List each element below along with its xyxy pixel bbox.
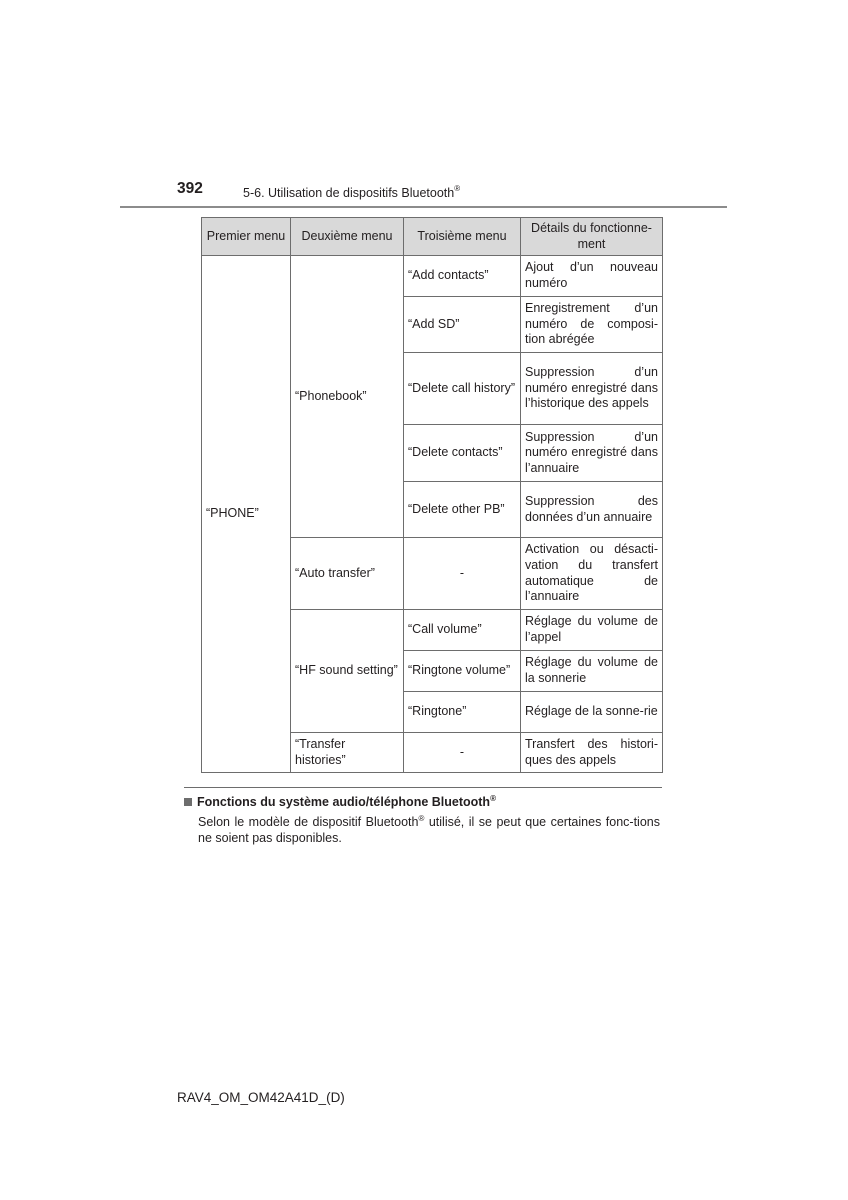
registered-mark: ®	[454, 184, 461, 193]
note-heading	[184, 794, 496, 809]
details-cell: Suppression d’un numéro enregistré dans l’annuaire	[521, 425, 663, 482]
third-menu-cell: “Ringtone”	[404, 692, 521, 733]
second-menu-cell: “HF sound setting”	[291, 610, 404, 733]
details-cell: Suppression d’un numéro enregistré dans l’historique des appels	[521, 353, 663, 425]
third-menu-cell: “Add contacts”	[404, 256, 521, 297]
second-menu-cell: “Phonebook”	[291, 256, 404, 538]
table-header-row	[202, 218, 663, 256]
page-number: 392	[177, 180, 203, 197]
details-cell: Réglage de la sonne-rie	[521, 692, 663, 733]
first-menu-cell: “PHONE”	[202, 256, 291, 773]
third-menu-cell: “Delete contacts”	[404, 425, 521, 482]
header-second-menu: Deuxième menu	[291, 218, 404, 256]
third-menu-cell: -	[404, 538, 521, 610]
registered-mark: ®	[490, 794, 496, 803]
details-cell: Transfert des histori-ques des appels	[521, 733, 663, 773]
note-body-text: Selon le modèle de dispositif Bluetooth	[198, 815, 419, 830]
details-cell: Activation ou désacti-vation du transfert automatique de l’annuaire	[521, 538, 663, 610]
registered-mark: ®	[418, 814, 425, 823]
note-heading-text: Fonctions du système audio/téléphone Bluetooth	[197, 795, 491, 810]
header-first-menu: Premier menu	[202, 218, 291, 256]
section-title-text: 5-6. Utilisation de dispositifs Bluetooth	[243, 186, 455, 201]
note-rule	[184, 787, 662, 788]
details-cell: Réglage du volume de la sonnerie	[521, 651, 663, 692]
second-menu-cell: “Transfer histories”	[291, 733, 404, 773]
details-cell: Enregistrement d’un numéro de composi-tion abrégée	[521, 297, 663, 353]
note-body-text-end: utilisé, il se peut que certaines fonc-tions ne soient pas disponibles.	[198, 815, 660, 846]
header-third-menu: Troisième menu	[404, 218, 521, 256]
document-code: RAV4_OM_OM42A41D_(D)	[177, 1090, 345, 1105]
details-cell: Suppression des données d’un annuaire	[521, 482, 663, 538]
details-cell: Réglage du volume de l’appel	[521, 610, 663, 651]
third-menu-cell: “Call volume”	[404, 610, 521, 651]
page-header	[0, 0, 848, 210]
third-menu-cell: “Add SD”	[404, 297, 521, 353]
third-menu-cell: “Delete other PB”	[404, 482, 521, 538]
details-cell: Ajout d’un nouveau numéro	[521, 256, 663, 297]
section-title	[243, 185, 460, 200]
third-menu-cell: “Delete call history”	[404, 353, 521, 425]
phone-menu-table	[201, 217, 663, 773]
second-menu-cell: “Auto transfer”	[291, 538, 404, 610]
table-row	[202, 256, 663, 297]
header-details: Détails du fonctionne-ment	[521, 218, 663, 256]
header-rule	[120, 206, 727, 208]
third-menu-cell: “Ringtone volume”	[404, 651, 521, 692]
third-menu-cell: -	[404, 733, 521, 773]
note-body	[198, 811, 660, 846]
square-bullet-icon	[184, 798, 192, 806]
